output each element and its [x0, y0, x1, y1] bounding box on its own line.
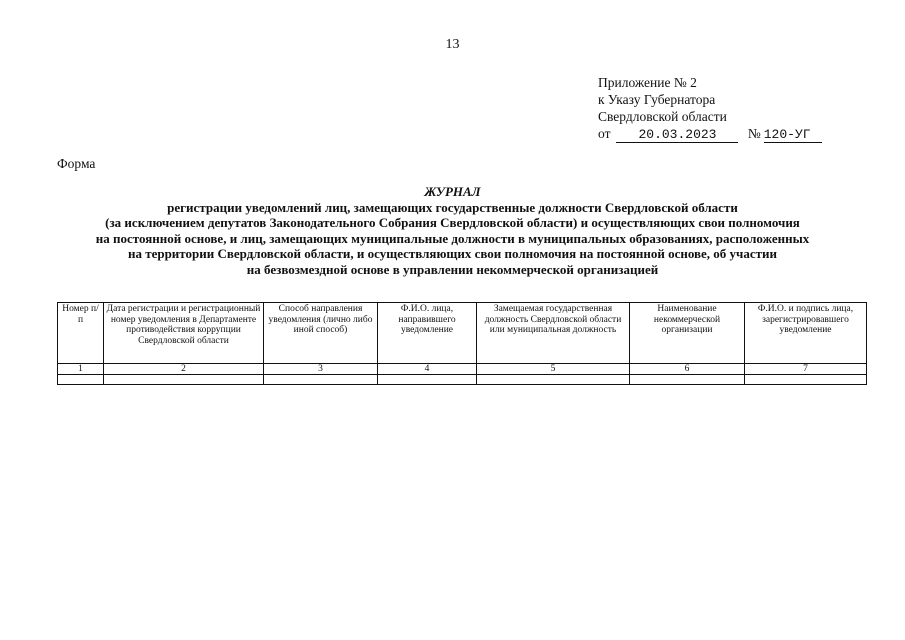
number-label: № [747, 126, 761, 141]
heading-line: на территории Свердловской области, и осуществляющих свои полномочия на постоянной основе, об участии [127, 246, 778, 261]
table-header-row [58, 303, 867, 364]
heading-line: регистрации уведомлений лиц, замещающих государственные должности Свердловской области [167, 199, 738, 215]
column-number: 1 [58, 364, 104, 375]
table-cell [264, 375, 378, 385]
table-cell [745, 375, 867, 385]
appendix-date-line [598, 125, 822, 143]
appendix-line-2: к Указу Губернатора [598, 92, 716, 107]
table-cell [477, 375, 630, 385]
column-header: Ф.И.О. и подпись лица, зарегистрировавшего уведомление [745, 303, 867, 364]
column-number-row [58, 364, 867, 375]
table-cell [58, 375, 104, 385]
table-cell [630, 375, 745, 385]
column-number: 2 [104, 364, 264, 375]
table-cell [104, 375, 264, 385]
appendix-line-3: Свердловской области [598, 109, 727, 124]
column-header: Наименование некоммерческой организации [630, 303, 745, 364]
heading-line: (за исключением депутатов Законодательного Собрания Свердловской области) и осуществляющих свои полномочия [105, 215, 800, 230]
column-header: Номер п/п [58, 303, 104, 364]
column-number: 6 [630, 364, 745, 375]
table-cell [378, 375, 477, 385]
journal-heading [40, 184, 865, 277]
heading-line: на постоянной основе, и лиц, замещающих муниципальные должности в муниципальных образованиях, расположенных [95, 230, 810, 246]
column-header: Дата регистрации и регистрационный номер уведомления в Департаменте противодействия коррупции Свердловской области [104, 303, 264, 364]
column-number: 5 [477, 364, 630, 375]
form-label: Форма [57, 156, 96, 171]
column-header: Ф.И.О. лица, направившего уведомление [378, 303, 477, 364]
heading-line: на безвозмездной основе в управлении некоммерческой организацией [246, 261, 659, 277]
from-label: от [598, 126, 611, 141]
decree-number: 120-УГ [764, 128, 822, 143]
column-header: Замещаемая государственная должность Свердловской области или муниципальная должность [477, 303, 630, 364]
appendix-line-1: Приложение № 2 [598, 75, 697, 90]
column-number: 4 [378, 364, 477, 375]
column-header: Способ направления уведомления (лично либо иной способ) [264, 303, 378, 364]
table-row [58, 375, 867, 385]
journal-table [57, 302, 867, 385]
column-number: 7 [745, 364, 867, 375]
decree-date: 20.03.2023 [616, 128, 738, 143]
page-number: 13 [445, 37, 460, 52]
appendix-block [598, 74, 822, 143]
column-number: 3 [264, 364, 378, 375]
journal-title: ЖУРНАЛ [424, 184, 481, 199]
